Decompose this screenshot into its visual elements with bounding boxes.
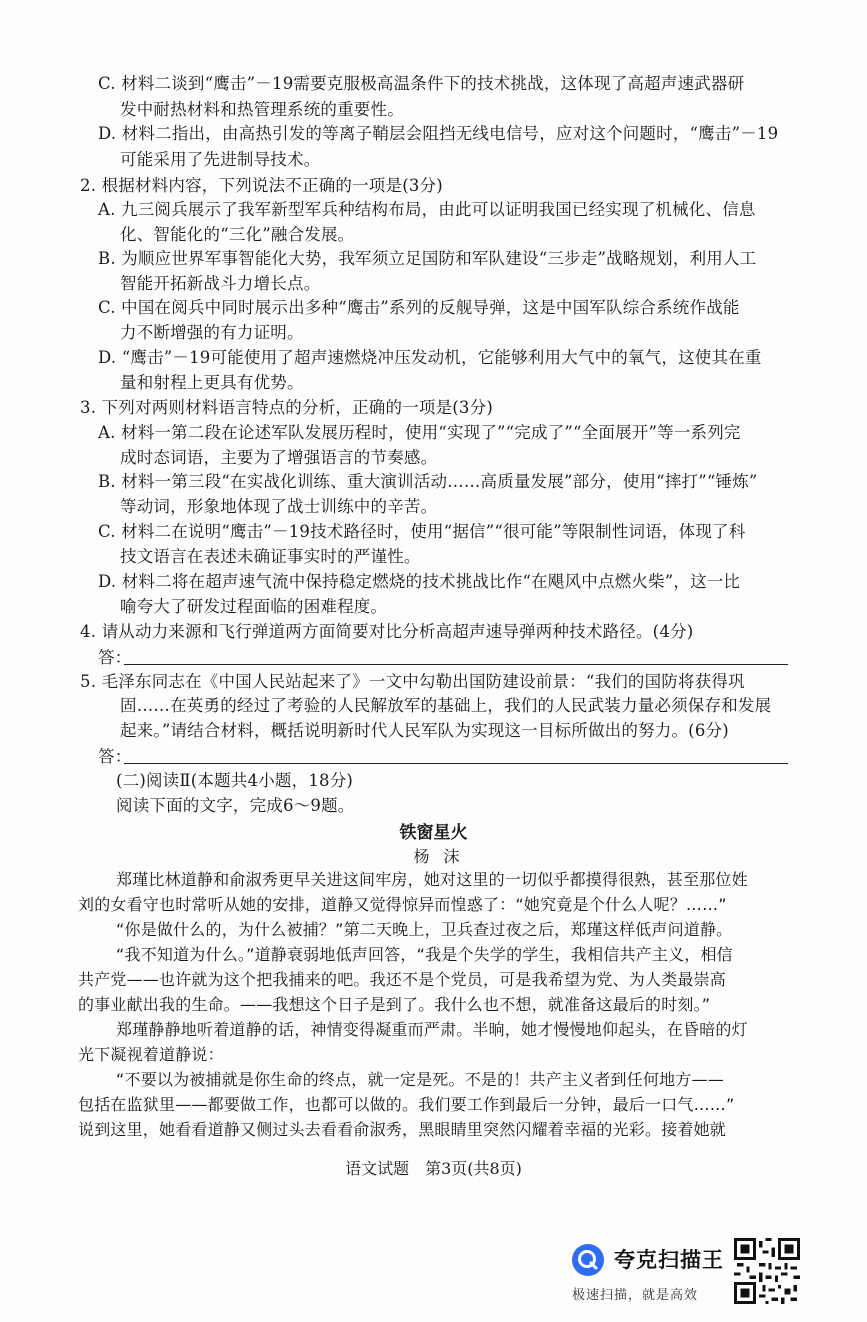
q2-option-b-line1: B. 为顺应世界军事智能化大势，我军须立足国防和军队建设“三步走”战略规划，利用人工 bbox=[98, 249, 757, 268]
story-paragraph-line: 共产党——也许就为这个把我捕来的吧。我还不是个党员，可是我希望为党、为人类最崇高 bbox=[78, 970, 727, 989]
q2-option-d-line2: 量和射程上更具有优势。 bbox=[120, 373, 304, 392]
brand-slogan: 极速扫描，就是高效 bbox=[572, 1288, 699, 1303]
story-paragraph-line: 包括在监狱里——都要做工作，也都可以做的。我们要工作到最后一分钟，最后一口气……” bbox=[78, 1095, 735, 1114]
q2-option-d-line1: D. “鹰击”－19可能使用了超声速燃烧冲压发动机，它能够利用大气中的氧气，这使其在重 bbox=[98, 348, 762, 367]
q3-option-a-line2: 成时态词语，主要为了增强语言的节奏感。 bbox=[120, 448, 438, 467]
q2-option-c-line1: C. 中国在阅兵中同时展示出多种“鹰击”系列的反舰导弹，这是中国军队综合系统作战能 bbox=[98, 298, 740, 317]
q5-stem-line1: 5. 毛泽东同志在《中国人民站起来了》一文中勾勒出国防建设前景：“我们的国防将获得巩 bbox=[80, 672, 745, 691]
story-author: 杨沫 bbox=[413, 847, 474, 866]
q4-stem: 4. 请从动力来源和飞行弹道两方面简要对比分析高超声速导弹两种技术路径。(4分) bbox=[80, 622, 694, 641]
q5-stem-line2: 固……在英勇的经过了考验的人民解放军的基础上，我们的人民武装力量必须保存和发展 bbox=[120, 696, 772, 715]
story-paragraph-line: 的事业献出我的生命。——我想这个日子是到了。我什么也不想，就准备这最后的时刻。” bbox=[78, 995, 711, 1014]
story-paragraph-line: “我不知道为什么。”道静衰弱地低声回答，“我是个失学的学生，我相信共产主义，相信 bbox=[116, 945, 733, 964]
q3-option-b-line2: 等动词，形象地体现了战士训练中的辛苦。 bbox=[120, 497, 438, 516]
q3-option-d-line1: D. 材料二将在超声速气流中保持稳定燃烧的技术挑战比作“在飓风中点燃火柴”，这一比 bbox=[98, 572, 741, 591]
q3-option-c-line1: C. 材料二在说明“鹰击”－19技术路径时，使用“据信”“很可能”等限制性词语，体现了科 bbox=[98, 522, 746, 541]
q2-option-b-line2: 智能开拓新战斗力增长点。 bbox=[120, 274, 321, 293]
story-title: 铁窗星火 bbox=[399, 823, 468, 843]
scanner-watermark bbox=[570, 1238, 740, 1308]
q1-option-d-line1: D. 材料二指出，由高热引发的等离子鞘层会阻挡无线电信号，应对这个问题时，“鹰击”－19 bbox=[98, 124, 779, 143]
story-paragraph-line: 刘的女看守也时常听从她的安排，道静又觉得惊异而惶惑了：“她究竟是个什么人呢？……” bbox=[78, 895, 727, 914]
story-paragraph-line: 光下凝视着道静说： bbox=[78, 1045, 224, 1064]
q1-option-d-line2: 可能采用了先进制导技术。 bbox=[120, 150, 321, 169]
page-footer: 语文试题 第3页(共8页) bbox=[345, 1159, 522, 1178]
qr-code-icon bbox=[734, 1238, 800, 1304]
q2-stem: 2. 根据材料内容，下列说法不正确的一项是(3分) bbox=[80, 176, 443, 195]
q3-option-d-line2: 喻夸大了研发过程面临的困难程度。 bbox=[120, 597, 388, 616]
story-paragraph-line: “不要以为被捕就是你生命的终点，就一定是死。不是的！共产主义者到任何地方—— bbox=[116, 1070, 724, 1089]
story-paragraph-line: 郑瑾比林道静和俞淑秀更早关进这间牢房，她对这里的一切似乎都摸得很熟，甚至那位姓 bbox=[116, 870, 748, 889]
q5-answer-line[interactable] bbox=[124, 763, 788, 764]
section-instruction: 阅读下面的文字，完成6～9题。 bbox=[116, 796, 355, 815]
q4-answer-line[interactable] bbox=[124, 664, 788, 665]
brand-name: 夸克扫描王 bbox=[614, 1248, 724, 1272]
q2-option-a-line1: A. 九三阅兵展示了我军新型军兵种结构布局，由此可以证明我国已经实现了机械化、信息 bbox=[98, 200, 756, 219]
q2-option-c-line2: 力不断增强的有力证明。 bbox=[120, 323, 304, 342]
q2-option-a-line2: 化、智能化的“三化”融合发展。 bbox=[120, 225, 355, 244]
story-paragraph-line: 郑瑾静静地听着道静的话，神情变得凝重而严肃。半晌，她才慢慢地仰起头，在昏暗的灯 bbox=[116, 1020, 748, 1039]
q3-option-c-line2: 技文语言在表述未确证事实时的严谨性。 bbox=[120, 547, 421, 566]
q1-option-c-line2: 发中耐热材料和热管理系统的重要性。 bbox=[120, 100, 404, 119]
q4-answer-label: 答： bbox=[98, 648, 132, 667]
quark-logo-icon bbox=[570, 1242, 606, 1278]
q5-answer-label: 答： bbox=[98, 747, 132, 766]
story-paragraph-line: “你是做什么的，为什么被捕？”第二天晚上，卫兵查过夜之后，郑瑾这样低声问道静。 bbox=[116, 920, 733, 939]
q1-option-c-line1: C. 材料二谈到“鹰击”－19需要克服极高温条件下的技术挑战，这体现了高超声速武器研 bbox=[98, 74, 745, 93]
q3-stem: 3. 下列对两则材料语言特点的分析，正确的一项是(3分) bbox=[80, 398, 493, 417]
story-paragraph-line: 说到这里，她看看道静又侧过头去看看俞淑秀，黑眼睛里突然闪耀着幸福的光彩。接着她就 bbox=[78, 1120, 727, 1139]
q3-option-b-line1: B. 材料一第三段“在实战化训练、重大演训活动……高质量发展”部分，使用“摔打”“锤炼” bbox=[98, 472, 758, 491]
q3-option-a-line1: A. 材料一第二段在论述军队发展历程时，使用“实现了”“完成了”“全面展开”等一系列完 bbox=[98, 423, 741, 442]
section-heading: (二)阅读Ⅱ(本题共4小题，18分) bbox=[116, 771, 354, 790]
q5-stem-line3: 起来。”请结合材料，概括说明新时代人民军队为实现这一目标所做出的努力。(6分) bbox=[120, 721, 729, 740]
